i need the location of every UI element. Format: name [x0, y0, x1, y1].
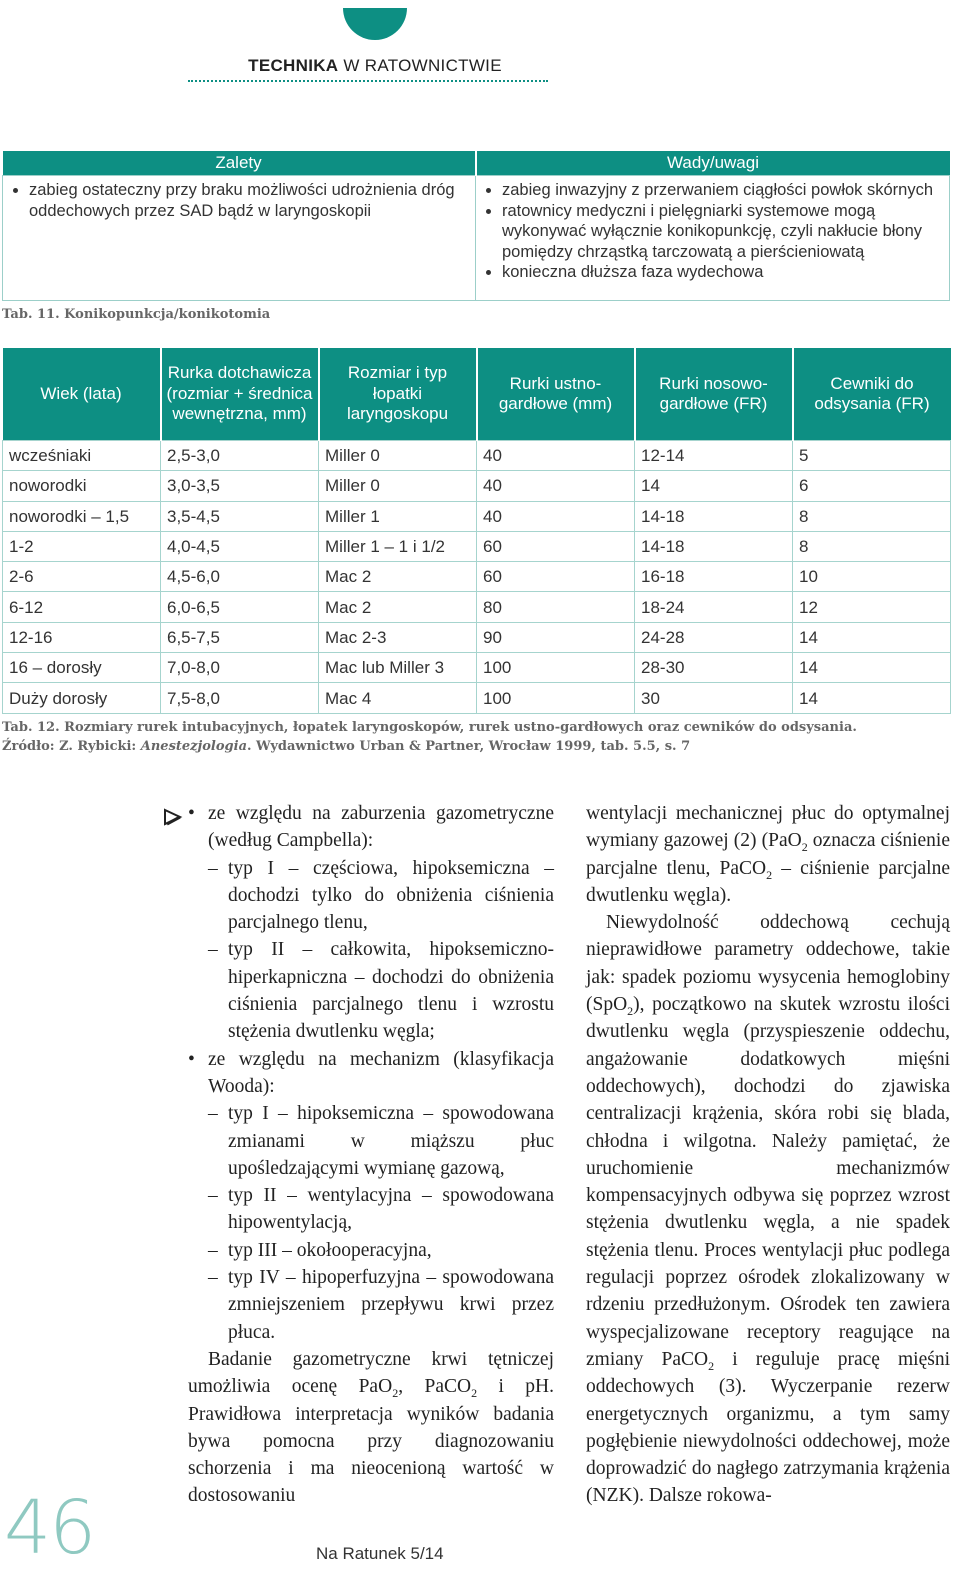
list-item-text: typ III – okołooperacyjna,	[228, 1239, 432, 1261]
header-tab-shape	[343, 8, 407, 40]
table-cell: Mac 2	[319, 592, 477, 622]
table-cell: 12	[793, 592, 951, 622]
table-cell: 14	[793, 683, 951, 713]
paragraph	[586, 800, 950, 909]
table-cell: 8	[793, 531, 951, 561]
table-row	[3, 622, 951, 652]
subscript: 2	[627, 1003, 634, 1018]
table-cell: 14-18	[635, 531, 793, 561]
table-cell: 100	[477, 653, 635, 683]
list-item: • ze względu na mechanizm (klasyfikacja Wooda):	[188, 1046, 554, 1101]
table-cell: 16-18	[635, 562, 793, 592]
table-cell: Miller 0	[319, 471, 477, 501]
table-cell: Miller 1 – 1 i 1/2	[319, 531, 477, 561]
list-item: – typ I – hipoksemiczna – spowodowana zmianami w miąższu płuc upośledzającymi wymianę gazową,	[188, 1100, 554, 1182]
page-number: 46	[4, 1485, 95, 1571]
table-cell: 40	[477, 501, 635, 531]
list-item: • zabieg inwazyjny z przerwaniem ciągłości powłok skórnych	[502, 180, 943, 201]
table12-body	[3, 441, 951, 714]
table-cell: 6,0-6,5	[161, 592, 319, 622]
table-cell: 28-30	[635, 653, 793, 683]
list-item-text: typ II – wentylacyjna – spowodowana hipowentylacją,	[228, 1185, 554, 1234]
list-item-text: typ IV – hipoperfuzyjna – spowodowana zmniejszeniem przepływu krwi przez płuca.	[228, 1267, 554, 1343]
table-row	[3, 683, 951, 713]
header-dotted-rule	[188, 80, 548, 82]
table-cell: 6	[793, 471, 951, 501]
table-cell: Miller 0	[319, 441, 477, 471]
table-cell: 3,0-3,5	[161, 471, 319, 501]
table-row	[3, 562, 951, 592]
table-cell: 80	[477, 592, 635, 622]
list-item-text: typ I – hipoksemiczna – spowodowana zmianami w miąższu płuc upośledzającymi wymianę gazową,	[228, 1103, 554, 1179]
table12-header-age: Wiek (lata)	[3, 348, 161, 441]
table-cell: 10	[793, 562, 951, 592]
table-row	[3, 653, 951, 683]
table12-header-nasal-airway: Rurki nosowo-gardłowe (FR)	[635, 348, 793, 441]
subscript: 2	[766, 867, 773, 882]
paragraph-text: i pH. Prawidłowa interpretacja wyników badania bywa pomocna przy diagnozowaniu schorzenia i ma nieocenioną wartość w dostosowaniu	[188, 1376, 554, 1507]
table-cell: 4,0-4,5	[161, 531, 319, 561]
table12-header-blade: Rozmiar i typ łopatki laryngoskopu	[319, 348, 477, 441]
list-item: • ratownicy medyczni i pielęgniarki systemowe mogą wykonywać wyłącznie konikopunkcję, czyli nakłucie błony pomiędzy chrząstką tarczowatą a pierścieniowatą	[502, 201, 943, 263]
table12-header-suction: Cewniki do odsysania (FR)	[793, 348, 951, 441]
table12-header-oral-airway: Rurki ustno-gardłowe (mm)	[477, 348, 635, 441]
table-cell: Mac 4	[319, 683, 477, 713]
table-cell: 14	[635, 471, 793, 501]
body-column-left	[188, 800, 554, 1510]
journal-footer: Na Ratunek 5/14	[316, 1544, 444, 1563]
list-item: – typ I – częściowa, hipoksemiczna – dochodzi tylko do obniżenia ciśnienia parcjalnego tlenu,	[188, 855, 554, 937]
table-cell: 8	[793, 501, 951, 531]
table-cell: Miller 1	[319, 501, 477, 531]
table-cell: 40	[477, 441, 635, 471]
table-cell: wcześniaki	[3, 441, 161, 471]
list-item-text: typ II – całkowita, hipoksemiczno-hiperkapniczna – dochodzi do obniżenia ciśnienia parcjalnego tlenu i wzrostu stężenia dwutlenku węgla;	[228, 939, 554, 1043]
table-cell: Duży dorosły	[3, 683, 161, 713]
table-cell: 12-14	[635, 441, 793, 471]
paragraph-text: , PaCO	[398, 1376, 472, 1398]
table-cell: 5	[793, 441, 951, 471]
table-cell: 1-2	[3, 531, 161, 561]
subscript: 2	[801, 840, 808, 855]
table-row	[3, 471, 951, 501]
table-row	[3, 592, 951, 622]
table-cell: 7,0-8,0	[161, 653, 319, 683]
paragraph-text: Niewydolność oddechową cechują nieprawidłowe parametry oddechowe, takie jak: spadek poziomu wysycenia hemoglobiny (SpO	[586, 912, 950, 1016]
table11-header-disadvantages: Wady/uwagi	[476, 151, 950, 176]
list-item-text: typ I – częściowa, hipoksemiczna – dochodzi tylko do obniżenia ciśnienia parcjalnego tlenu,	[228, 857, 554, 934]
table-cell: 14	[793, 622, 951, 652]
list-item: • ze względu na zaburzenia gazometryczne (według Campbella):	[188, 800, 554, 855]
table-cell: noworodki – 1,5	[3, 501, 161, 531]
paragraph-text: wentylacji mechanicznej płuc do optymalnej wymiany gazowej (2) (PaO	[586, 803, 950, 852]
table-cell: Mac 2	[319, 562, 477, 592]
table-cell: 60	[477, 562, 635, 592]
table-row	[3, 441, 951, 471]
subscript: 2	[708, 1358, 715, 1373]
table-cell: 14-18	[635, 501, 793, 531]
table12-caption	[2, 718, 857, 756]
paragraph-text: i reguluje pracę mięśni oddechowych (3). Wyczerpanie rezerw energetycznych organizmu, a tym samy pogłębienie niewydolności oddechowej, może doprowadzić do nagłego zatrzymania krążenia (NZK). Dalsze rokowa-	[586, 1348, 951, 1507]
table-cell: 16 – dorosły	[3, 653, 161, 683]
list-item: – typ II – wentylacyjna – spowodowana hipowentylacją,	[188, 1182, 554, 1237]
table-cell: 4,5-6,0	[161, 562, 319, 592]
list-item: • zabieg ostateczny przy braku możliwości udrożnienia dróg oddechowych przez SAD bądź w laryngoskopii	[29, 180, 469, 221]
list-item: – typ II – całkowita, hipoksemiczno-hiperkapniczna – dochodzi do obniżenia ciśnienia parcjalnego tlenu i wzrostu stężenia dwutlenku węgla;	[188, 936, 554, 1045]
section-title-bold: TECHNIKA	[248, 56, 339, 75]
table-cell: 40	[477, 471, 635, 501]
table-cell: 7,5-8,0	[161, 683, 319, 713]
table-cell: 12-16	[3, 622, 161, 652]
table11-header-advantages: Zalety	[3, 151, 476, 176]
table12-caption-source-title: Anestezjologia	[140, 739, 247, 754]
table-cell: 90	[477, 622, 635, 652]
paragraph-text: – ciśnienie parcjalne dwutlenku węgla).	[586, 857, 950, 906]
table12-caption-source-prefix: Źródło: Z. Rybicki:	[2, 739, 141, 754]
table-cell: 14	[793, 653, 951, 683]
table-cell: 2-6	[3, 562, 161, 592]
table-cell: 3,5-4,5	[161, 501, 319, 531]
list-item: – typ III – okołooperacyjna,	[188, 1237, 554, 1264]
table11-disadvantages-cell	[476, 176, 950, 301]
table-cell: 18-24	[635, 592, 793, 622]
table-cell: 24-28	[635, 622, 793, 652]
list-item: – typ IV – hipoperfuzyjna – spowodowana zmniejszeniem przepływu krwi przez płuca.	[188, 1264, 554, 1346]
paragraph-text: ), początkowo na skutek wzrostu ilości dwutlenku węgla (przyspieszenie oddechu, angażowanie dodatkowych mięśni oddechowych), dochodzi do zjawiska centralizacji krążenia, skóra robi się blada, chłodna i wilgotna. Należy pamiętać, że uruchomienie mechanizmów kompensacyjnych odbywa się poprzez wzrost stężenia dwutlenku węgla, a nie spadek stężenia tlenu. Proces wentylacji płuc podlega regulacji poprzez ośrodek zlokalizowany w rdzeniu przedłużonym. Ośrodek ten zawiera wyspecjalizowane receptory reagujące na zmiany PaCO	[586, 994, 950, 1370]
table12-header-tube: Rurka dotchawicza (rozmiar + średnica wewnętrzna, mm)	[161, 348, 319, 441]
table-cell: noworodki	[3, 471, 161, 501]
arrow-right-icon	[163, 808, 183, 826]
table-cell: 100	[477, 683, 635, 713]
body-column-right	[586, 800, 950, 1510]
section-title	[0, 56, 750, 76]
paragraph	[188, 1346, 554, 1510]
table-row	[3, 501, 951, 531]
table-cell: 60	[477, 531, 635, 561]
table-intubation-sizes	[2, 348, 951, 714]
subscript: 2	[392, 1386, 399, 1401]
table12-caption-source-suffix: . Wydawnictwo Urban & Partner, Wrocław 1999, tab. 5.5, s. 7	[247, 739, 691, 754]
list-item: • konieczna dłuższa faza wydechowa	[502, 262, 943, 283]
table-cell: 30	[635, 683, 793, 713]
subscript: 2	[471, 1386, 478, 1401]
paragraph-text: Badanie gazometryczne krwi tętniczej umożliwia ocenę PaO	[188, 1348, 554, 1398]
paragraph	[586, 909, 950, 1510]
table-cell: 6,5-7,5	[161, 622, 319, 652]
table12-caption-title: Tab. 12. Rozmiary rurek intubacyjnych, łopatek laryngoskopów, rurek ustno-gardłowych oraz cewników do odsysania.	[2, 720, 857, 735]
table-cell: Mac 2-3	[319, 622, 477, 652]
section-title-rest: W RATOWNICTWIE	[338, 56, 502, 75]
table-row	[3, 531, 951, 561]
paragraph-text: oznacza ciśnienie parcjalne tlenu, PaCO	[586, 830, 950, 879]
table11-caption: Tab. 11. Konikopunkcja/konikotomia	[2, 307, 271, 322]
table-cell: 6-12	[3, 592, 161, 622]
table11-advantages-cell	[3, 176, 476, 301]
table-cell: 2,5-3,0	[161, 441, 319, 471]
table-cell: Mac lub Miller 3	[319, 653, 477, 683]
table-konikopunkcja	[2, 151, 950, 301]
